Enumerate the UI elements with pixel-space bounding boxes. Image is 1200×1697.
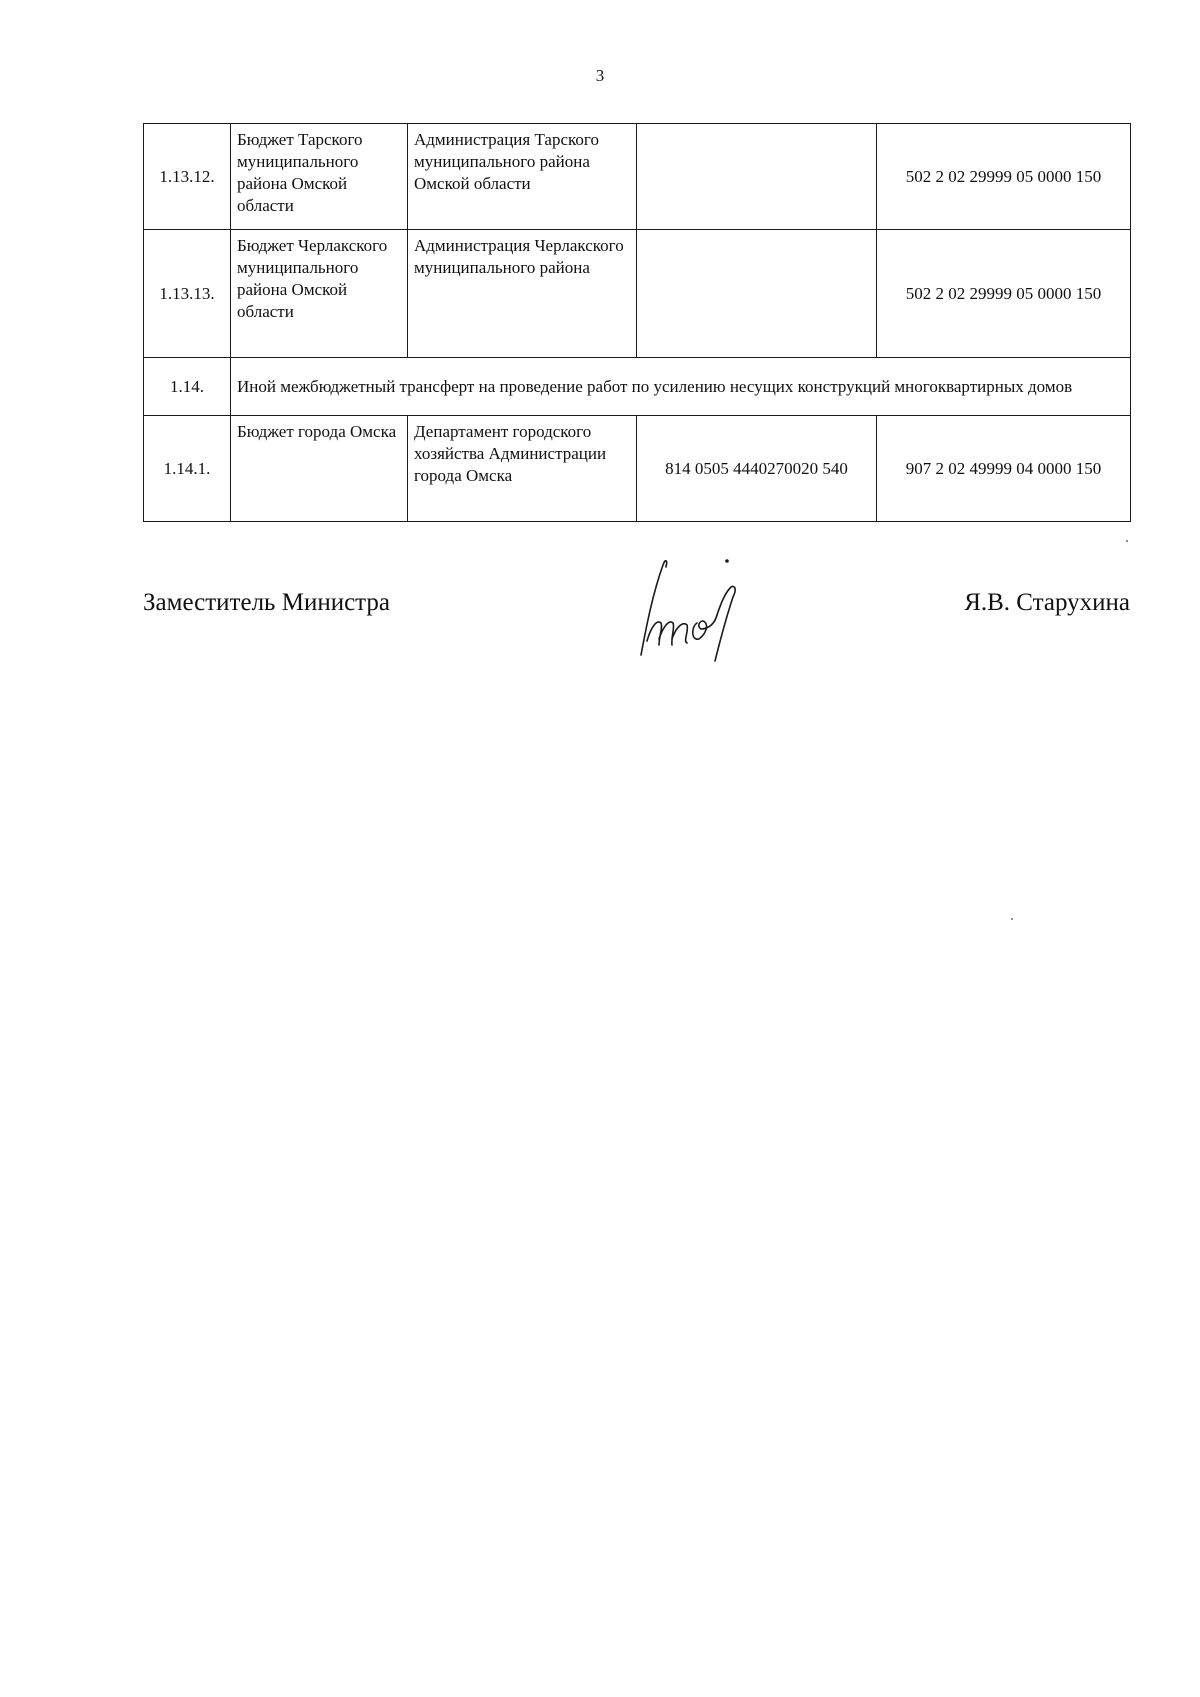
signature-block <box>143 583 1130 673</box>
section-title-cell: Иной межбюджетный трансферт на проведение работ по усилению несущих конструкций многоквартирных домов <box>231 358 1131 416</box>
row-number: 1.13.12. <box>144 124 231 230</box>
administrator-cell: Департамент городского хозяйства Администрации города Омска <box>408 416 637 522</box>
signer-name: Я.В. Старухина <box>964 589 1130 616</box>
administrator-cell: Администрация Черлакского муниципального района <box>408 230 637 358</box>
expense-code-cell: 814 0505 4440270020 540 <box>637 416 877 522</box>
handwritten-signature <box>611 553 761 663</box>
row-number: 1.14. <box>144 358 231 416</box>
budget-name-cell: Бюджет Черлакского муниципального района Омской области <box>231 230 408 358</box>
table-section-row <box>144 358 1131 416</box>
row-number: 1.14.1. <box>144 416 231 522</box>
budget-transfer-table <box>143 123 1131 522</box>
page-number: 3 <box>595 66 605 85</box>
table-row <box>144 416 1131 522</box>
revenue-code-cell: 907 2 02 49999 04 0000 150 <box>877 416 1131 522</box>
budget-name-cell: Бюджет города Омска <box>231 416 408 522</box>
table-row <box>144 124 1131 230</box>
expense-code-cell <box>637 230 877 358</box>
budget-name-cell: Бюджет Тарского муниципального района Омской области <box>231 124 408 230</box>
scan-artifact-dot <box>1126 540 1128 542</box>
administrator-cell: Администрация Тарского муниципального района Омской области <box>408 124 637 230</box>
row-number: 1.13.13. <box>144 230 231 358</box>
table-row <box>144 230 1131 358</box>
signer-title: Заместитель Министра <box>143 589 390 616</box>
revenue-code-cell: 502 2 02 29999 05 0000 150 <box>877 124 1131 230</box>
expense-code-cell <box>637 124 877 230</box>
scan-artifact-dot <box>1011 918 1013 920</box>
revenue-code-cell: 502 2 02 29999 05 0000 150 <box>877 230 1131 358</box>
